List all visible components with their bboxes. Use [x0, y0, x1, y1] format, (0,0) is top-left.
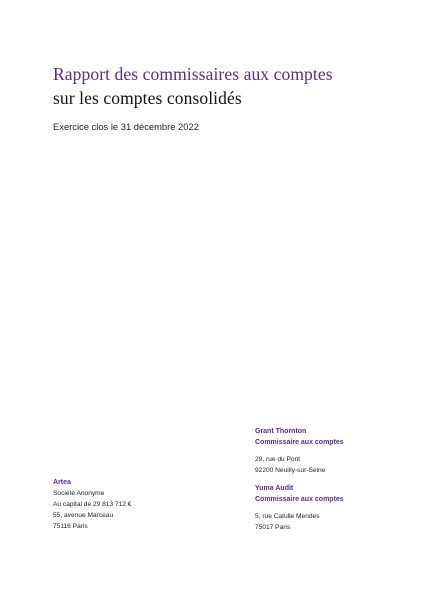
- report-title-line-1: Rapport des commissaires aux comptes: [53, 64, 333, 84]
- auditor-address-line-2: 75017 Paris: [255, 524, 291, 531]
- auditor-address-line-1: 5, rue Catulle Mendes: [255, 513, 320, 520]
- company-block-artea: [53, 477, 131, 532]
- auditor-address-line-1: 29, rue du Pont: [255, 456, 301, 463]
- auditor-name: Grant Thornton: [255, 428, 307, 435]
- auditor-block-yuma-audit: [255, 483, 344, 533]
- company-address-line-2: 75116 Paris: [53, 523, 88, 530]
- company-legal-form: Société Anonyme: [53, 490, 105, 497]
- report-title-line-2: sur les comptes consolidés: [53, 88, 242, 108]
- auditor-block-grant-thornton: [255, 426, 344, 476]
- auditor-role: Commissaire aux comptes: [255, 496, 344, 503]
- fiscal-year-subtitle: Exercice clos le 31 décembre 2022: [53, 121, 199, 132]
- auditor-name: Yuma Audit: [255, 485, 294, 492]
- company-capital: Au capital de 29 813 712 €: [53, 501, 132, 508]
- auditor-address-line-2: 92200 Neuilly-sur-Seine: [255, 467, 326, 474]
- auditor-role: Commissaire aux comptes: [255, 439, 344, 446]
- company-address-line-1: 55, avenue Marceau: [53, 512, 114, 519]
- company-name: Artea: [53, 479, 71, 486]
